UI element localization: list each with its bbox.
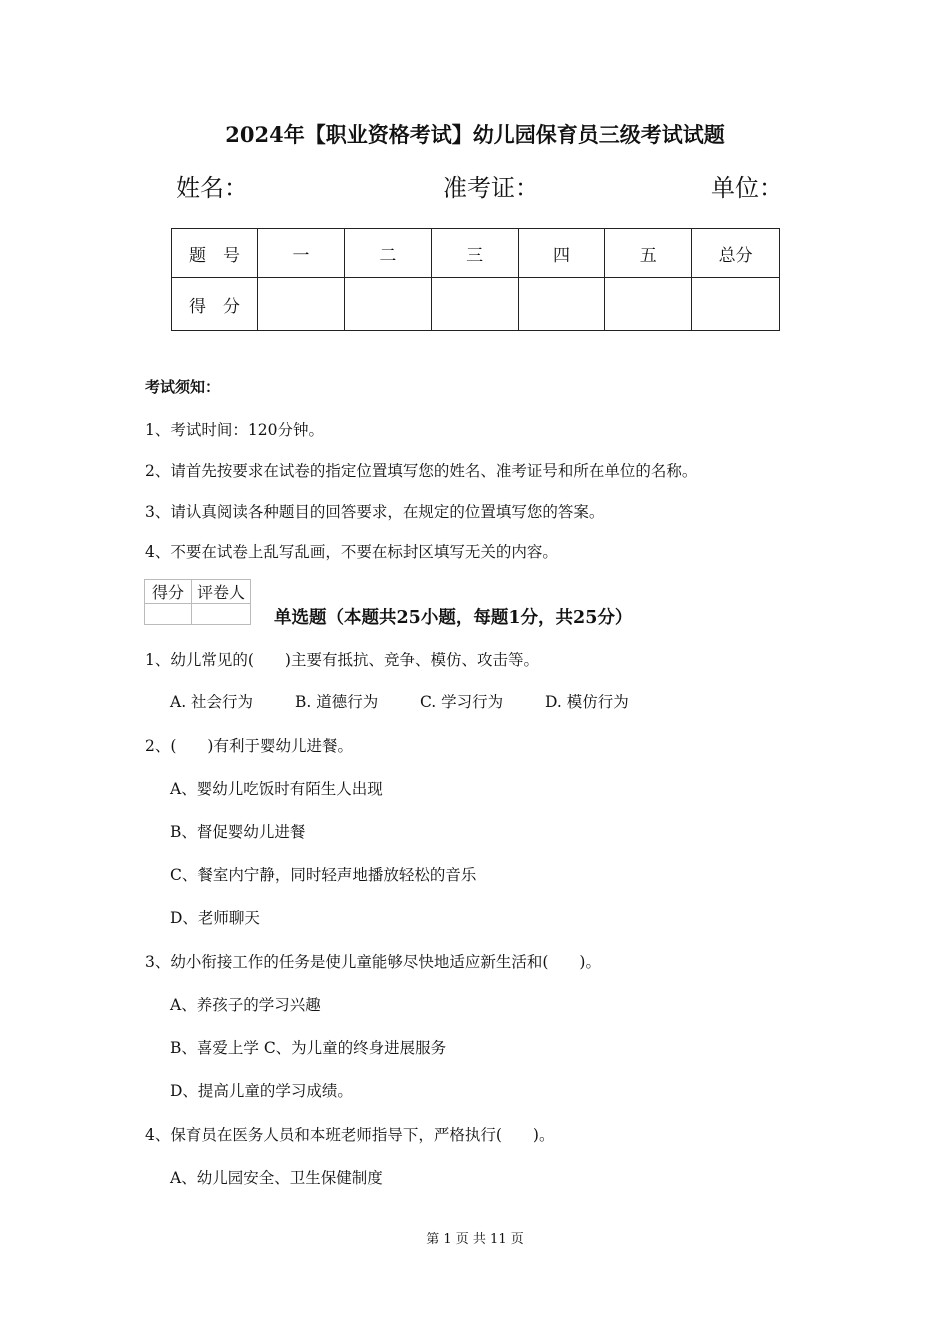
score-cell[interactable] <box>692 278 780 331</box>
notice-item: 1、考试时间：120分钟。 <box>145 421 324 439</box>
score-table-header-cell: 题 号 <box>172 229 258 278</box>
score-cell[interactable] <box>258 278 345 331</box>
name-field-label: 姓名： <box>176 174 248 202</box>
question-4: 4、保育员在医务人员和本班老师指导下，严格执行( )。 <box>145 1126 555 1144</box>
score-table-header-cell: 四 <box>518 229 605 278</box>
score-table-header-cell: 一 <box>258 229 345 278</box>
q1-option-d: D. 模仿行为 <box>545 693 629 711</box>
score-table-header-cell: 五 <box>605 229 692 278</box>
score-table-score-row <box>172 278 780 331</box>
q2-option-b: B、督促婴幼儿进餐 <box>170 823 306 841</box>
score-table <box>171 228 780 331</box>
q3-option-bc: B、喜爱上学 C、为儿童的终身进展服务 <box>170 1039 447 1057</box>
section-title: 单选题（本题共25小题，每题1分，共25分） <box>274 608 633 628</box>
notice-item: 3、请认真阅读各种题目的回答要求，在规定的位置填写您的答案。 <box>145 503 605 521</box>
q3-option-d: D、提高儿童的学习成绩。 <box>170 1082 353 1100</box>
score-table-header-row <box>172 229 780 278</box>
q1-option-c: C. 学习行为 <box>420 693 504 711</box>
notice-item: 2、请首先按要求在试卷的指定位置填写您的姓名、准考证号和所在单位的名称。 <box>145 462 698 480</box>
question-3: 3、幼小衔接工作的任务是使儿童能够尽快地适应新生活和( )。 <box>145 953 601 971</box>
grader-score-label: 得分 <box>145 580 192 604</box>
q1-option-a: A. 社会行为 <box>170 693 254 711</box>
exam-title: 2024年【职业资格考试】幼儿园保育员三级考试试题 <box>225 122 725 147</box>
score-table-header-cell: 总分 <box>692 229 780 278</box>
q2-option-d: D、老师聊天 <box>170 909 260 927</box>
score-table-header-cell: 三 <box>431 229 518 278</box>
q2-option-a: A、婴幼儿吃饭时有陌生人出现 <box>170 780 383 798</box>
score-cell[interactable] <box>431 278 518 331</box>
notice-heading: 考试须知： <box>145 378 221 396</box>
question-2: 2、( )有利于婴幼儿进餐。 <box>145 737 353 755</box>
grader-name-cell[interactable] <box>192 604 251 625</box>
score-row-label: 得 分 <box>172 278 258 331</box>
grader-score-cell[interactable] <box>145 604 192 625</box>
score-cell[interactable] <box>518 278 605 331</box>
q3-option-a: A、养孩子的学习兴趣 <box>170 996 321 1014</box>
grader-box <box>144 579 251 625</box>
q1-option-b: B. 道德行为 <box>295 693 379 711</box>
exam-number-field-label: 准考证： <box>443 174 539 202</box>
q2-option-c: C、餐室内宁静，同时轻声地播放轻松的音乐 <box>170 866 477 884</box>
grader-name-label: 评卷人 <box>192 580 251 604</box>
notice-item: 4、不要在试卷上乱写乱画，不要在标封区填写无关的内容。 <box>145 543 558 561</box>
unit-field-label: 单位： <box>711 174 783 202</box>
score-table-header-cell: 二 <box>344 229 431 278</box>
question-1: 1、幼儿常见的( )主要有抵抗、竞争、模仿、攻击等。 <box>145 651 539 669</box>
score-cell[interactable] <box>605 278 692 331</box>
q4-option-a: A、幼儿园安全、卫生保健制度 <box>170 1169 383 1187</box>
score-cell[interactable] <box>344 278 431 331</box>
page-footer: 第 1 页 共 11 页 <box>426 1232 524 1247</box>
